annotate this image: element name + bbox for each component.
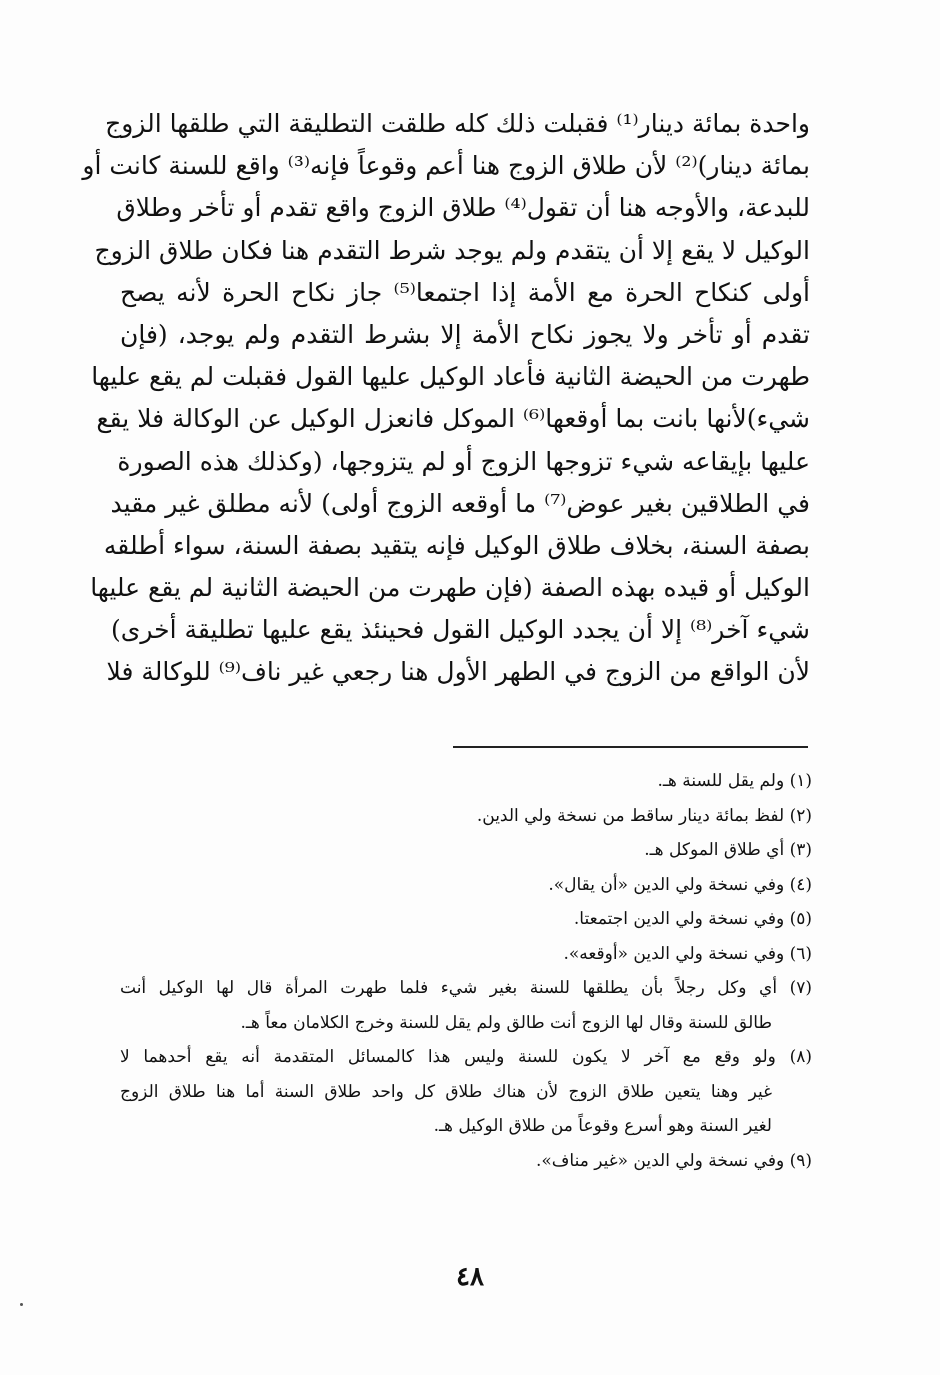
footnote-line: (٣) أي طلاق الموكل هـ. [644, 840, 812, 860]
text-line: أولى كنكاح الحرة مع الأمة إذا اجتمعا⁽⁵⁾ جاز نكاح الحرة لأنه يصح [120, 277, 810, 307]
footnote-line: غير وهنا يتعين طلاق الزوج لأن هناك طلاق كل واحد طلاق السنة أما هنا طلاق الزوج [120, 1081, 772, 1102]
footnote-line: لغير السنة وهو أسرع وقوعاً من طلاق الوكيل هـ. [433, 1116, 772, 1136]
text-line: تقدم أو تأخر ولا يجوز نكاح الأمة إلا بشرط التقدم ولم يوجد، (فإن [120, 319, 810, 349]
text-line: الوكيل أو قيده بهذه الصفة (فإن طهرت من الحيضة الثانية لم يقع عليها [90, 573, 810, 603]
text-line: لأن الواقع من الزوج في الطهر الأول هنا رجعي غير ناف⁽⁹⁾ للوكالة فلا [106, 657, 810, 687]
text-line: الوكيل لا يقع إلا أن يتقدم ولم يوجد شرط التقدم هنا فكان طلاق الزوج [94, 235, 810, 265]
page-number: ٤٨ [456, 1262, 484, 1292]
footnote-line: (٨) ولو وقع مع آخر لا يكون للسنة وليس هذا كالمسائل المتقدمة أنه يقع أحدهما لا [120, 1047, 812, 1067]
footnote-line: (٤) وفي نسخة ولي الدين «أن يقال». [548, 874, 812, 895]
footnote-line: (٢) لفظ بمائة دينار ساقط من نسخة ولي الدين. [476, 805, 812, 826]
footnote-line: (٧) أي وكل رجلاً بأن يطلقها للسنة بغير شيء فلما طهرت المرأة قال لها الوكيل أنت [120, 978, 812, 998]
text-line: للبدعة، والأوجه هنا أن تقول⁽⁴⁾ طلاق الزوج واقع تقدم أو تأخر وطلاق [116, 193, 810, 223]
scan-speck [20, 1303, 23, 1306]
text-line: بصفة السنة، بخلاف طلاق الوكيل فإنه يتقيد بصفة السنة، سواء أطلقه [103, 530, 810, 560]
text-line: شيء)لأنها بانت بما أوقعها⁽⁶⁾ الموكل فانعزل الوكيل عن الوكالة فلا يقع [96, 404, 810, 434]
footnote-line: (٦) وفي نسخة ولي الدين «أوقعه». [563, 943, 812, 964]
main-text [82, 103, 810, 694]
text-line: شيء آخر⁽⁸⁾ إلا أن يجدد الوكيل القول فحينئذ يقع عليها تطليقة أخرى) [111, 615, 810, 645]
text-line: طهرت من الحيضة الثانية فأعاد الوكيل عليها القول فقبلت لم يقع عليها [91, 362, 810, 392]
footnote-line: (١) ولم يقل للسنة هـ. [657, 771, 812, 791]
text-line: واحدة بمائة دينار⁽¹⁾ فقبلت ذلك كله طلقت التطليقة التي طلقها الزوج [105, 109, 810, 138]
footnotes [120, 764, 812, 1178]
text-line: في الطلاقين بغير عوض⁽⁷⁾ ما أوقعه الزوج أولى) لأنه مطلق غير مقيد [110, 488, 810, 518]
footnote-line: (٩) وفي نسخة ولي الدين «غير مناف». [535, 1150, 812, 1171]
footnote-separator [453, 746, 808, 748]
text-line: عليها بإيقاعه شيء تزوجها الزوج أو لم يتزوجها، (وكذلك هذه الصورة [117, 446, 810, 476]
footnote-line: (٥) وفي نسخة ولي الدين اجتمعتا. [573, 909, 812, 929]
text-line: بمائة دينار)⁽²⁾ لأن طلاق الزوج هنا أعم وقوعاً فإنه⁽³⁾ واقع للسنة كانت أو [82, 151, 810, 181]
footnote-line: طالق للسنة وقال لها الزوج أنت طالق ولم يقل للسنة وخرج الكلامان معاً هـ. [240, 1012, 772, 1033]
